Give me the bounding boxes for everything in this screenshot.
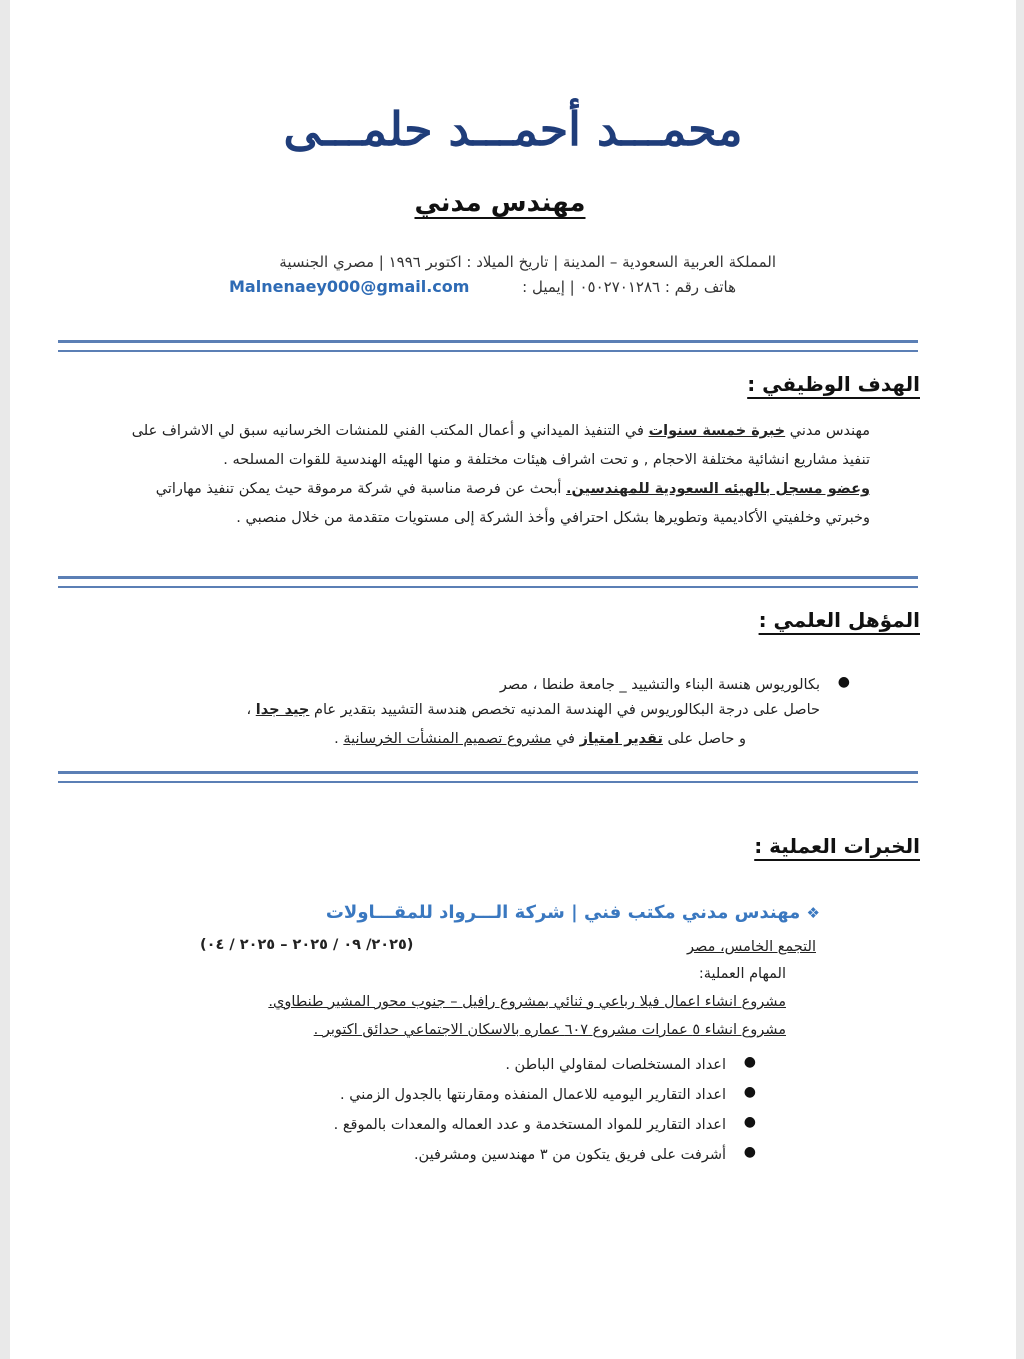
experience-job-title xyxy=(326,902,820,923)
task-bullet xyxy=(505,1054,756,1073)
objective-text xyxy=(90,417,870,533)
objective-line xyxy=(90,417,870,446)
project-2: مشروع انشاء ٥ عمارات مشروع ٦٠٧ عماره بالاسكان الاجتماعي حدائق اكتوبر . xyxy=(313,1022,786,1038)
excellence-highlight: تقدير امتياز xyxy=(579,731,663,747)
bullet-dot-icon: ● xyxy=(743,1144,756,1160)
objective-heading: الهدف الوظيفي : xyxy=(747,372,920,396)
grade-highlight: جيد جدا xyxy=(255,702,310,718)
candidate-name: محمـــد أحمـــد حلمـــى xyxy=(283,102,743,156)
objective-line: وخبرتي وخلفيتي الأكاديمية وتطويرها بشكل احترافي وأخذ الشركة إلى مستويات متقدمة من خلال منصبي . xyxy=(236,510,870,526)
highlight-membership: وعضو مسجل بالهيئه السعودية للمهندسين. xyxy=(566,481,870,497)
tasks-label: المهام العملية: xyxy=(698,966,786,982)
task-bullet xyxy=(340,1084,756,1103)
bullet-dot-icon: ● xyxy=(837,674,850,690)
task-text: اعداد التقارير للمواد المستخدمة و عدد العماله والمعدات بالموقع . xyxy=(333,1117,726,1133)
task-text: أشرفت على فريق يتكون من ٣ مهندسين ومشرفين. xyxy=(413,1147,726,1163)
task-text: اعداد المستخلصات لمقاولي الباطن . xyxy=(505,1057,726,1073)
divider xyxy=(58,576,918,588)
divider xyxy=(58,340,918,352)
objective-line xyxy=(90,475,870,504)
job-title: مهندس مدني xyxy=(414,188,586,218)
education-bullet xyxy=(220,674,850,693)
job-location: التجمع الخامس، مصر xyxy=(687,939,816,955)
text-run: ، xyxy=(246,702,256,718)
text-run: و حاصل على xyxy=(662,731,746,747)
phone-line: هاتف رقم : ٠٥٠٢٧٠١٢٨٦ | إيميل : xyxy=(522,278,736,296)
education-line xyxy=(246,702,820,718)
contact-line: المملكة العربية السعودية – المدينة | تاريخ الميلاد : اكتوبر ١٩٩٦ | مصري الجنسية xyxy=(279,253,776,271)
objective-line: تنفيذ مشاريع انشائية مختلفة الاحجام , و تحت اشراف هيئات مختلفة و منها الهيئه الهندسية للقوات المسلحه . xyxy=(223,452,870,468)
text-run: . xyxy=(334,731,344,747)
degree-text: بكالوريوس هنسة البناء والتشييد _ جامعة طنطا ، مصر xyxy=(499,677,820,693)
text-run: حاصل على درجة البكالوريوس في الهندسة المدنيه تخصص هندسة التشييد بتقدير عام xyxy=(309,702,820,718)
text-run: في التنفيذ الميداني و أعمال المكتب الفني للمنشات الخرسانيه سبق لي الاشراف على xyxy=(131,423,649,439)
bullet-dot-icon: ● xyxy=(743,1114,756,1130)
task-bullet xyxy=(413,1144,756,1163)
highlight-experience: خبرة خمسة سنوات xyxy=(648,423,786,439)
job-title-text: مهندس مدني مكتب فني | شركة الـــرواد للمقـــاولات xyxy=(325,902,801,923)
job-dates: (٢٠٢٥/ ٠٩ / ٢٠٢٥ – ٢٠٢٥ / ٠٤) xyxy=(200,937,414,953)
task-bullet xyxy=(333,1114,756,1133)
task-text: اعداد التقارير اليوميه للاعمال المنفذه ومقارنتها بالجدول الزمني . xyxy=(340,1087,726,1103)
education-line xyxy=(334,731,746,747)
experience-heading: الخبرات العملية : xyxy=(754,834,920,858)
bullet-dot-icon: ● xyxy=(743,1054,756,1070)
text-run: أبحث عن فرصة مناسبة في شركة مرموقة حيث يمكن تنفيذ مهاراتي xyxy=(155,481,567,497)
email-link[interactable]: Malnenaey000@gmail.com xyxy=(229,277,470,296)
education-heading: المؤهل العلمي : xyxy=(758,608,920,632)
divider xyxy=(58,771,918,783)
bullet-dot-icon: ● xyxy=(743,1084,756,1100)
text-run: في xyxy=(551,731,580,747)
project-1: مشروع انشاء اعمال فيلا رباعي و ثنائي بمشروع رافيل – جنوب محور المشير طنطاوي. xyxy=(268,994,786,1010)
resume-page xyxy=(10,0,1016,1359)
text-run: مهندس مدني xyxy=(785,423,870,439)
diamond-bullet-icon: ❖ xyxy=(806,904,820,922)
project-highlight: مشروع تصميم المنشأت الخرسانية xyxy=(343,731,552,747)
